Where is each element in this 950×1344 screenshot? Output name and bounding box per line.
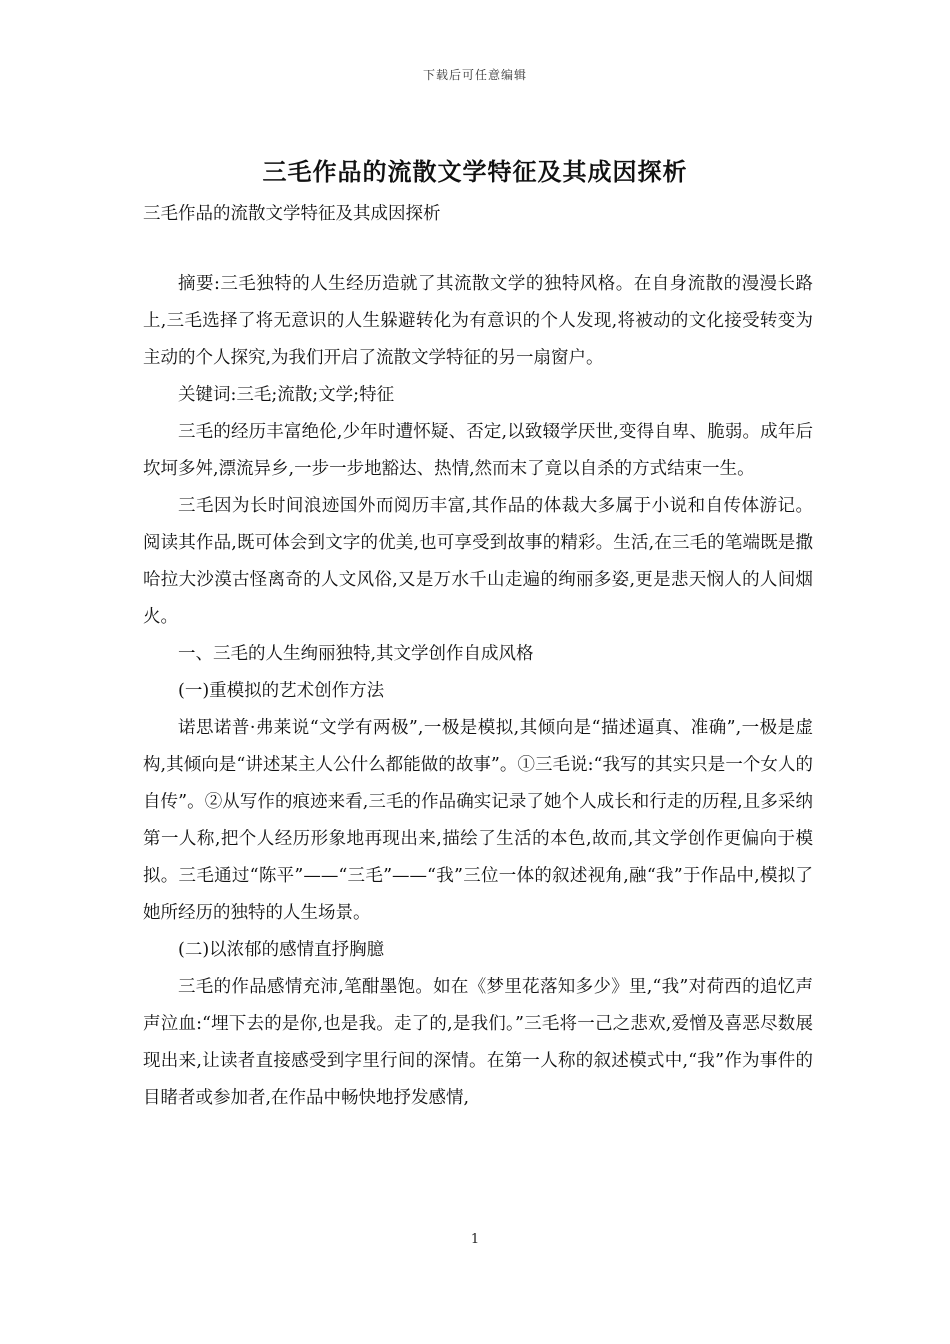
document-title: 三毛作品的流散文学特征及其成因探析	[262, 157, 688, 186]
page-number: 1	[470, 1232, 480, 1247]
subsection-heading: (二)以浓郁的感情直抒胸臆	[178, 940, 385, 960]
header-note: 下载后可任意编辑	[422, 68, 527, 82]
document-subtitle: 三毛作品的流散文学特征及其成因探析	[143, 204, 441, 224]
section-heading: 一、三毛的人生绚丽独特,其文学创作自成风格	[178, 644, 534, 664]
keywords-paragraph: 关键词:三毛;流散;文学;特征	[178, 385, 395, 405]
body-paragraph: 三毛的经历丰富绝伦,少年时遭怀疑、否定,以致辍学厌世,变得自卑、脆弱。成年后坎坷多舛,漂流异乡,一步一步地豁达、热情,然而末了竟以自杀的方式结束一生。	[143, 422, 813, 479]
body-paragraph: 三毛因为长时间浪迹国外而阅历丰富,其作品的体裁大多属于小说和自传体游记。阅读其作品,既可体会到文字的优美,也可享受到故事的精彩。生活,在三毛的笔端既是撒哈拉大沙漠古怪离奇的人文风俗,又是万水千山走遍的绚丽多姿,更是悲天悯人的人间烟火。	[143, 496, 813, 627]
document-body	[143, 266, 813, 1117]
subsection-heading: (一)重模拟的艺术创作方法	[178, 681, 385, 701]
abstract-paragraph: 摘要:三毛独特的人生经历造就了其流散文学的独特风格。在自身流散的漫漫长路上,三毛选择了将无意识的人生躲避转化为有意识的个人发现,将被动的文化接受转变为主动的个人探究,为我们开启了流散文学特征的另一扇窗户。	[143, 274, 813, 368]
body-paragraph: 诺思诺普·弗莱说“文学有两极”,一极是模拟,其倾向是“描述逼真、准确”,一极是虚构,其倾向是“讲述某主人公什么都能做的故事”。①三毛说:“我写的其实只是一个女人的自传”。②从写作的痕迹来看,三毛的作品确实记录了她个人成长和行走的历程,且多采纳第一人称,把个人经历形象地再现出来,描绘了生活的本色,故而,其文学创作更偏向于模拟。三毛通过“陈平”——“三毛”——“我”三位一体的叙述视角,融“我”于作品中,模拟了她所经历的独特的人生场景。	[143, 718, 813, 923]
body-paragraph: 三毛的作品感情充沛,笔酣墨饱。如在《梦里花落知多少》里,“我”对荷西的追忆声声泣血:“埋下去的是你,也是我。走了的,是我们。”三毛将一己之悲欢,爱憎及喜恶尽数展现出来,让读者直接感受到字里行间的深情。在第一人称的叙述模式中,“我”作为事件的目睹者或参加者,在作品中畅快地抒发感情,	[143, 977, 813, 1108]
